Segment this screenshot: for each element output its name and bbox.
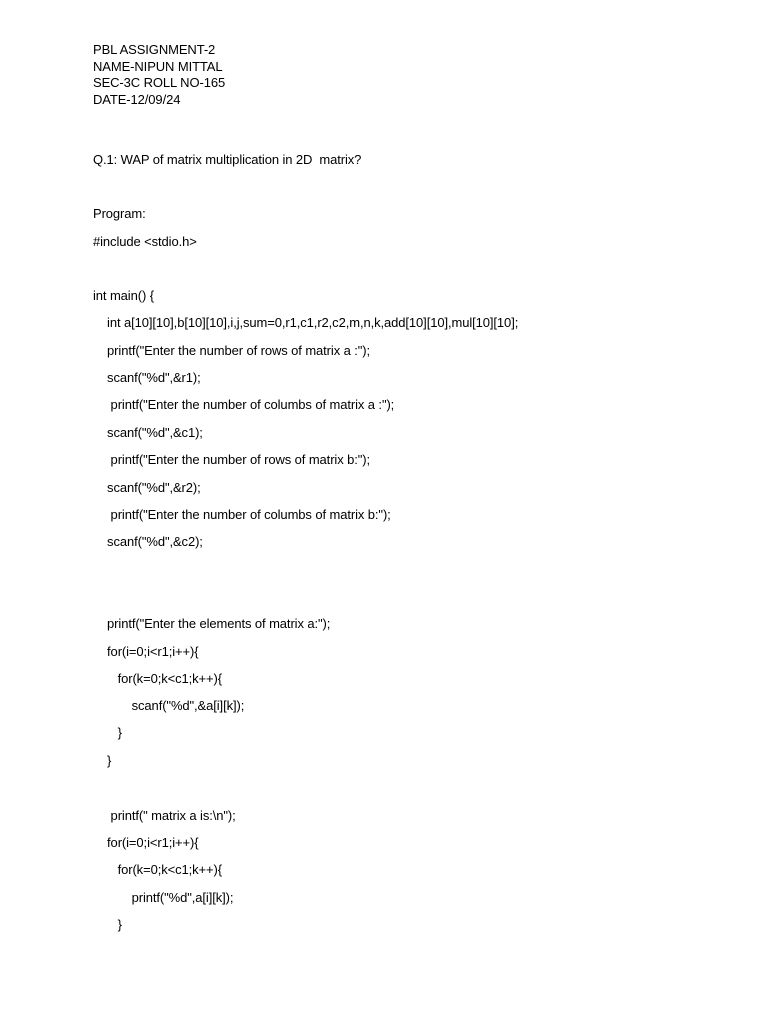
student-name: NAME-NIPUN MITTAL [93, 59, 223, 74]
code-line: #include <stdio.h> [93, 234, 197, 249]
code-line: } [93, 725, 122, 740]
code-line: printf("Enter the elements of matrix a:"); [93, 616, 331, 631]
code-line: scanf("%d",&c2); [93, 534, 203, 549]
code-line: scanf("%d",&a[i][k]); [93, 698, 245, 713]
code-line: printf("Enter the number of rows of matrix b:"); [93, 452, 371, 467]
code-line: for(k=0;k<c1;k++){ [93, 862, 223, 877]
code-line: } [93, 753, 112, 768]
code-line: scanf("%d",&r1); [93, 370, 201, 385]
code-line: printf("%d",a[i][k]); [93, 890, 234, 905]
code-line: for(k=0;k<c1;k++){ [93, 671, 223, 686]
question-text: Q.1: WAP of matrix multiplication in 2D matrix? [93, 152, 362, 167]
code-line: scanf("%d",&c1); [93, 425, 203, 440]
code-line: printf("Enter the number of rows of matrix a :"); [93, 343, 371, 358]
code-line: int a[10][10],b[10][10],i,j,sum=0,r1,c1,r2,c2,m,n,k,add[10][10],mul[10][10]; [93, 315, 519, 330]
assignment-title: PBL ASSIGNMENT-2 [93, 42, 216, 57]
code-line: for(i=0;i<r1;i++){ [93, 835, 199, 850]
code-line: printf("Enter the number of columbs of matrix a :"); [93, 397, 395, 412]
code-line: int main() { [93, 288, 154, 303]
code-line: for(i=0;i<r1;i++){ [93, 644, 199, 659]
code-line: printf("Enter the number of columbs of matrix b:"); [93, 507, 391, 522]
code-line: } [93, 917, 122, 932]
code-line: scanf("%d",&r2); [93, 480, 201, 495]
date: DATE-12/09/24 [93, 92, 181, 107]
section-roll: SEC-3C ROLL NO-165 [93, 75, 226, 90]
code-line: printf(" matrix a is:\n"); [93, 808, 236, 823]
program-label: Program: [93, 206, 146, 221]
